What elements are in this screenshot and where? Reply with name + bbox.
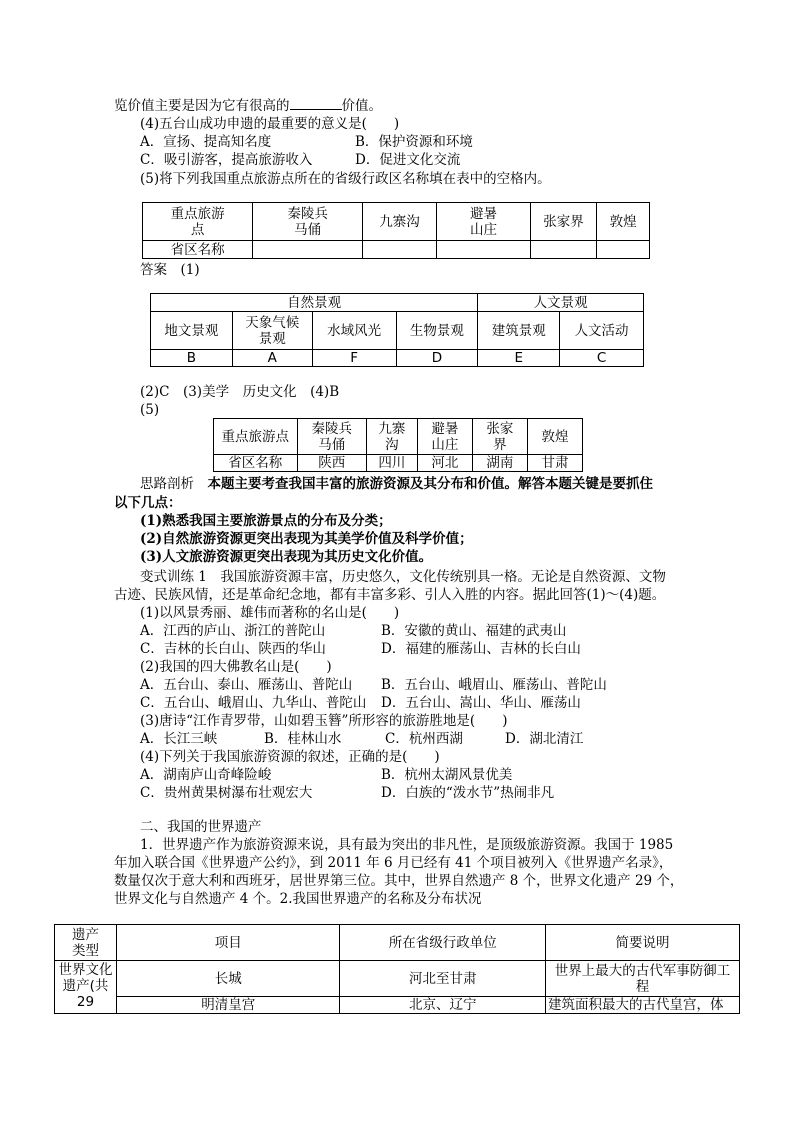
table-row-label: 省区名称	[143, 241, 253, 259]
table-header: 九寨沟	[366, 419, 417, 455]
table-cell: B	[151, 350, 233, 367]
table-cell: 陕西	[297, 455, 366, 472]
option-b: B．保护资源和环境	[355, 134, 473, 150]
option-b: B．五台山、峨眉山、雁荡山、普陀山	[381, 677, 607, 693]
category-header: 人文活动	[560, 312, 644, 350]
heritage-type: 世界文化遗产(共 29	[55, 961, 117, 1014]
paragraph-line: 数量仅次于意大利和西班牙，居世界第三位。其中，世界自然遗产 8 个，世界文化遗产 29 个，	[114, 873, 684, 889]
text: 价值。	[341, 98, 382, 114]
fill-in-table	[142, 202, 650, 259]
table-cell: 明清皇宫	[116, 997, 339, 1014]
answer-table	[150, 293, 644, 367]
analysis-label: 思路剖析	[140, 476, 194, 492]
table-cell: 世界上最大的古代军事防御工程	[546, 961, 740, 997]
table-header: 重点旅游点	[214, 419, 298, 455]
point-3: (3)人文旅游资源更突出表现为其历史文化价值。	[140, 549, 433, 565]
table-header: 简要说明	[546, 925, 740, 961]
table-header: 重点旅游点	[143, 203, 253, 241]
answer-blank	[290, 96, 342, 110]
table-cell	[530, 241, 596, 259]
table-header: 秦陵兵马俑	[297, 419, 366, 455]
table-cell: 河北至甘肃	[340, 961, 546, 997]
analysis-text-cont: 以下几点：	[114, 495, 182, 511]
table-cell: 建筑面积最大的古代皇宫，体	[546, 997, 740, 1014]
analysis-text: 本题主要考查我国丰富的旅游资源及其分布和价值。解答本题关键是要抓住	[207, 476, 653, 492]
option-c: C．杭州西湖	[385, 731, 463, 747]
table-cell: 甘肃	[527, 455, 582, 472]
text: 览价值主要是因为它有很高的	[114, 98, 290, 114]
exercise-q3: (3)唐诗“江作青罗带，山如碧玉簪”所形容的旅游胜地是( )	[140, 713, 508, 729]
paragraph-line: 1．世界遗产作为旅游资源来说，具有最为突出的非凡性，是顶级旅游资源。我国于 1985	[140, 837, 674, 853]
category-header: 地文景观	[151, 312, 233, 350]
option-d: D．湖北清江	[505, 731, 584, 747]
answer-5-label: (5)	[140, 402, 160, 418]
option-d: D．五台山、嵩山、华山、雁荡山	[381, 695, 581, 711]
answers-2-4: (2)C (3)美学 历史文化 (4)B	[140, 384, 340, 400]
table-cell: 四川	[366, 455, 417, 472]
option-a: A．长江三峡	[140, 731, 218, 747]
table-cell	[597, 241, 650, 259]
table-header: 张家界	[530, 203, 596, 241]
table-header: 避暑山庄	[437, 203, 531, 241]
option-d: D．促进文化交流	[355, 152, 461, 168]
option-c: C．贵州黄果树瀑布壮观宏大	[140, 785, 313, 801]
table-cell: A	[232, 350, 312, 367]
table-cell: C	[560, 350, 644, 367]
table-cell: 北京、辽宁	[340, 997, 546, 1014]
option-c: C．五台山、峨眉山、九华山、普陀山	[140, 695, 367, 711]
question-4: (4)五台山成功申遗的最重要的意义是( )	[140, 116, 400, 132]
table-cell	[363, 241, 437, 259]
table-header: 项目	[116, 925, 339, 961]
group-header-natural: 自然景观	[151, 294, 478, 312]
table-cell	[437, 241, 531, 259]
exercise-q4: (4)下列关于我国旅游资源的叙述，正确的是( )	[140, 749, 440, 765]
table-cell: F	[312, 350, 396, 367]
option-d: D．白族的“泼水节”热闹非凡	[381, 785, 555, 801]
option-a: A．湖南庐山奇峰险峻	[140, 767, 272, 783]
table-cell: D	[396, 350, 478, 367]
option-b: B．安徽的黄山、福建的武夷山	[381, 623, 567, 639]
paragraph-line: 世界文化与自然遗产 4 个。2.我国世界遗产的名称及分布状况	[114, 891, 482, 907]
category-header: 水域风光	[312, 312, 396, 350]
point-2: (2)自然旅游资源更突出表现为其美学价值及科学价值；	[140, 531, 473, 547]
exercise-q1: (1)以风景秀丽、雄伟而著称的名山是( )	[140, 605, 400, 621]
world-heritage-table	[54, 924, 740, 1014]
paragraph-line: 年加入联合国《世界遗产公约》，到 2011 年 6 月已经有 41 个项目被列入《世界遗产名录》，	[114, 855, 673, 871]
group-header-cultural: 人文景观	[478, 294, 644, 312]
option-c: C．吸引游客，提高旅游收入	[140, 152, 313, 168]
table-header: 避暑山庄	[417, 419, 472, 455]
table-cell	[253, 241, 363, 259]
exercise-intro: 变式训练 1 我国旅游资源丰富，历史悠久，文化传统别具一格。无论是自然资源、文物	[140, 569, 666, 585]
table-cell: 湖南	[472, 455, 527, 472]
table-header: 敦煌	[597, 203, 650, 241]
table-cell: 长城	[116, 961, 339, 997]
section-heading: 二、我国的世界遗产	[140, 819, 262, 835]
category-header: 天象气候景观	[232, 312, 312, 350]
point-1: (1)熟悉我国主要旅游景点的分布及分类；	[140, 513, 392, 529]
option-a: A．宣扬、提高知名度	[140, 134, 272, 150]
table-header: 秦陵兵马俑	[253, 203, 363, 241]
table-cell: E	[478, 350, 560, 367]
option-b: B．杭州太湖风景优美	[381, 767, 513, 783]
answer-label: 答案 (1)	[140, 262, 200, 278]
table-header: 敦煌	[527, 419, 582, 455]
table-row-label: 省区名称	[214, 455, 298, 472]
question-3-tail	[114, 96, 382, 115]
category-header: 生物景观	[396, 312, 478, 350]
question-5: (5)将下列我国重点旅游点所在的省级行政区名称填在表中的空格内。	[140, 171, 551, 187]
table-header: 九寨沟	[363, 203, 437, 241]
option-b: B．桂林山水	[264, 731, 342, 747]
table-header: 张家界	[472, 419, 527, 455]
option-d: D．福建的雁荡山、吉林的长白山	[381, 641, 581, 657]
category-header: 建筑景观	[478, 312, 560, 350]
exercise-q2: (2)我国的四大佛教名山是( )	[140, 659, 332, 675]
option-c: C．吉林的长白山、陕西的华山	[140, 641, 326, 657]
option-a: A．江西的庐山、浙江的普陀山	[140, 623, 326, 639]
table-header: 遗产类型	[55, 925, 117, 961]
answer-table-5	[213, 418, 583, 472]
analysis	[140, 475, 653, 493]
table-cell: 河北	[417, 455, 472, 472]
table-header: 所在省级行政单位	[340, 925, 546, 961]
exercise-intro-cont: 古迹、民族风情，还是革命纪念地，都有丰富多彩、引人入胜的内容。据此回答(1)～(4)题。	[114, 587, 666, 603]
option-a: A．五台山、泰山、雁荡山、普陀山	[140, 677, 353, 693]
